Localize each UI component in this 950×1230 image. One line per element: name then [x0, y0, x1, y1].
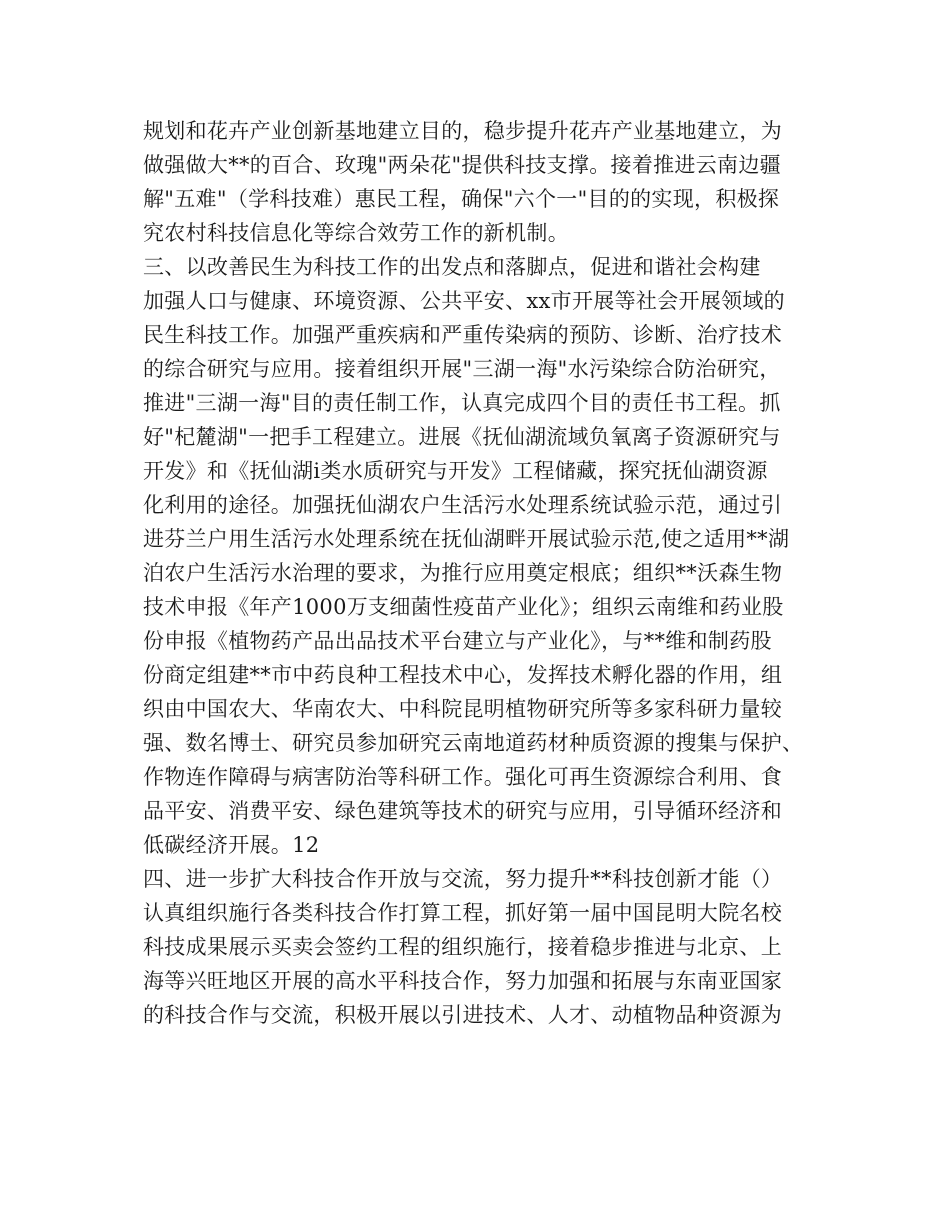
text-line: 做强做大**的百合、玫瑰"两朵花"提供科技支撑。接着推进云南边疆	[143, 153, 781, 177]
text-line: 解"五难"（学科技难）惠民工程，确保"六个一"目的的实现，积极探	[143, 187, 780, 211]
text-line: 推进"三湖一海"目的责任制工作，认真完成四个目的责任书工程。抓	[143, 391, 781, 415]
text-line: 泊农户生活污水治理的要求，为推行应用奠定根底；组织**沃森生物	[143, 561, 783, 585]
text-line: 品平安、消费平安、绿色建筑等技术的研究与应用，引导循环经济和	[143, 799, 782, 823]
text-line: 科技成果展示买卖会签约工程的组织施行，接着稳步推进与北京、上	[143, 935, 782, 959]
text-line: 好"杞麓湖"一把手工程建立。进展《抚仙湖流域负氧离子资源研究与	[143, 425, 781, 449]
text-line: 织由中国农大、华南农大、中科院昆明植物研究所等多家科研力量较	[143, 697, 782, 721]
section-heading: 三、以改善民生为科技工作的出发点和落脚点，促进和谐社会构建	[143, 255, 761, 279]
text-line: 份申报《植物药产品出品技术平台建立与产业化》，与**维和制药股	[143, 629, 772, 653]
text-line: 规划和花卉产业创新基地建立目的，稳步提升花卉产业基地建立，为	[143, 119, 782, 143]
text-line: 的综合研究与应用。接着组织开展"三湖一海"水污染综合防治研究，	[143, 357, 781, 381]
section-heading: 四、进一步扩大科技合作开放与交流，努力提升**科技创新才能（）	[143, 867, 783, 891]
text-line: 的科技合作与交流，积极开展以引进技术、人才、动植物品种资源为	[143, 1003, 782, 1027]
text-line: 民生科技工作。加强严重疾病和严重传染病的预防、诊断、治疗技术	[143, 323, 782, 347]
text-line: 进芬兰户用生活污水处理系统在抚仙湖畔开展试验示范,使之适用**湖	[143, 527, 790, 551]
text-line: 加强人口与健康、环境资源、公共平安、xx市开展等社会开展领域的	[143, 289, 785, 313]
text-line: 究农村科技信息化等综合效劳工作的新机制。	[143, 221, 569, 245]
text-line: 强、数名博士、研究员参加研究云南地道药材种质资源的搜集与保护、	[143, 731, 804, 755]
text-line: 认真组织施行各类科技合作打算工程，抓好第一届中国昆明大院名校	[143, 901, 782, 925]
text-line: 技术申报《年产1000万支细菌性疫苗产业化》；组织云南维和药业股	[143, 595, 784, 619]
text-line: 份商定组建**市中药良种工程技术中心，发挥技术孵化器的作用，组	[143, 663, 783, 687]
text-line: 化利用的途径。加强抚仙湖农户生活污水处理系统试验示范，通过引	[143, 493, 782, 517]
text-line: 作物连作障碍与病害防治等科研工作。强化可再生资源综合利用、食	[143, 765, 782, 789]
text-line: 开发》和《抚仙湖ⅰ类水质研究与开发》工程储藏，探究抚仙湖资源	[143, 459, 768, 483]
text-line: 海等兴旺地区开展的高水平科技合作，努力加强和拓展与东南亚国家	[143, 969, 782, 993]
text-line: 低碳经济开展。12	[143, 833, 320, 857]
